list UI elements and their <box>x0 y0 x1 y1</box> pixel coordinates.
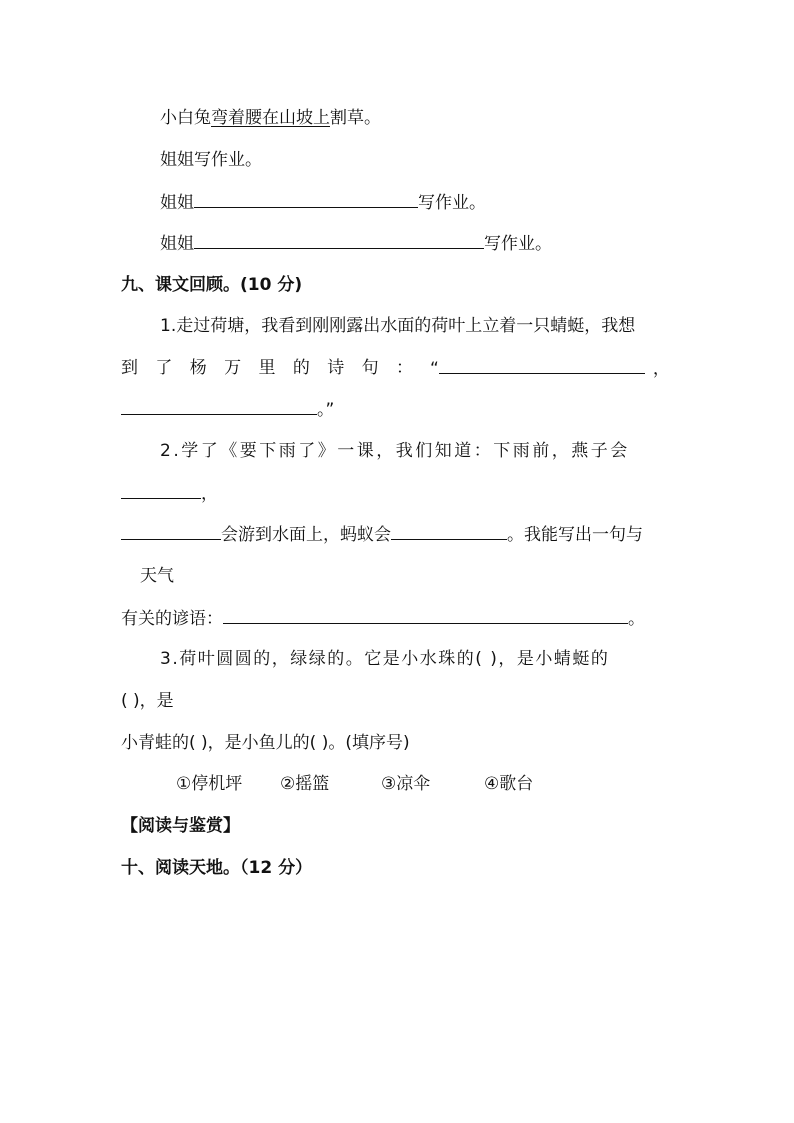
fill-sentence-suffix: 写作业。 <box>484 234 552 254</box>
option-4: ④歌台 <box>484 774 534 794</box>
option-1: ①停机坪 <box>176 774 243 794</box>
option-3: ③凉伞 <box>381 774 431 794</box>
spaced-char: 万 <box>224 358 242 378</box>
comma: ， <box>201 484 218 504</box>
question-1-line-2 <box>121 356 413 380</box>
fill-sentence-2 <box>160 231 552 256</box>
example-sentence-2: 姐姐写作业。 <box>160 150 262 170</box>
sentence-start: 小白兔 <box>160 108 211 128</box>
answer-blank[interactable] <box>439 356 645 374</box>
answer-blank[interactable] <box>121 397 317 415</box>
spaced-char: 到 <box>121 358 138 378</box>
sentence-end: 割草。 <box>330 108 381 128</box>
answer-blank[interactable] <box>121 481 201 499</box>
spaced-char: 诗 <box>327 358 345 378</box>
answer-blank[interactable] <box>194 231 484 249</box>
spaced-char: 杨 <box>189 358 207 378</box>
question-2-tail-text: 。我能写出一句与 <box>507 525 643 545</box>
answer-blank[interactable] <box>121 522 221 540</box>
underlined-phrase: 弯着腰在山坡上 <box>211 108 330 128</box>
question-1-quote-blank <box>430 356 670 381</box>
answer-blank[interactable] <box>194 190 418 208</box>
question-3-line-2: ( )，是 <box>121 691 174 711</box>
answer-blank[interactable] <box>223 606 628 624</box>
fill-sentence-prefix: 姐姐 <box>160 234 194 254</box>
open-quote: “ <box>430 359 439 379</box>
question-2-line-2 <box>121 481 218 506</box>
comma: ， <box>652 359 670 379</box>
spaced-char: 句 <box>361 358 379 378</box>
answer-blank[interactable] <box>391 522 507 540</box>
fill-sentence-1 <box>160 190 486 215</box>
question-2-proverb-line <box>121 606 645 631</box>
question-2-weather: 天气 <box>140 566 174 586</box>
section-9-title: 九、课文回顾。(10 分) <box>121 275 303 295</box>
question-3-line-1: 3.荷叶圆圆的，绿绿的。它是小水珠的( )，是小蜻蜓的 <box>160 649 610 669</box>
spaced-char: 里 <box>258 358 276 378</box>
fill-sentence-prefix: 姐姐 <box>160 193 194 213</box>
option-2: ②摇篮 <box>280 774 330 794</box>
question-3-line-3: 小青蛙的( )，是小鱼儿的( )。(填序号) <box>121 733 410 753</box>
example-sentence-1 <box>160 106 381 130</box>
spaced-char: 了 <box>155 358 173 378</box>
reading-header: 【阅读与鉴赏】 <box>121 816 240 836</box>
question-1-line-3 <box>121 397 334 422</box>
section-10-title: 十、阅读天地。（12 分） <box>121 858 313 878</box>
question-2-mid-text: 会游到水面上，蚂蚁会 <box>221 525 391 545</box>
spaced-char: ： <box>396 358 413 378</box>
proverb-label: 有关的谚语： <box>121 609 223 629</box>
fill-sentence-suffix: 写作业。 <box>418 193 486 213</box>
question-2-line-3 <box>121 522 643 547</box>
question-1-line-1: 1.走过荷塘，我看到刚刚露出水面的荷叶上立着一只蜻蜓，我想 <box>160 316 636 336</box>
spaced-char: 的 <box>292 358 310 378</box>
period: 。 <box>628 609 645 629</box>
close-quote: 。” <box>317 400 335 420</box>
question-2-line-1: 2.学了《要下雨了》一课，我们知道：下雨前，燕子会 <box>160 441 630 461</box>
